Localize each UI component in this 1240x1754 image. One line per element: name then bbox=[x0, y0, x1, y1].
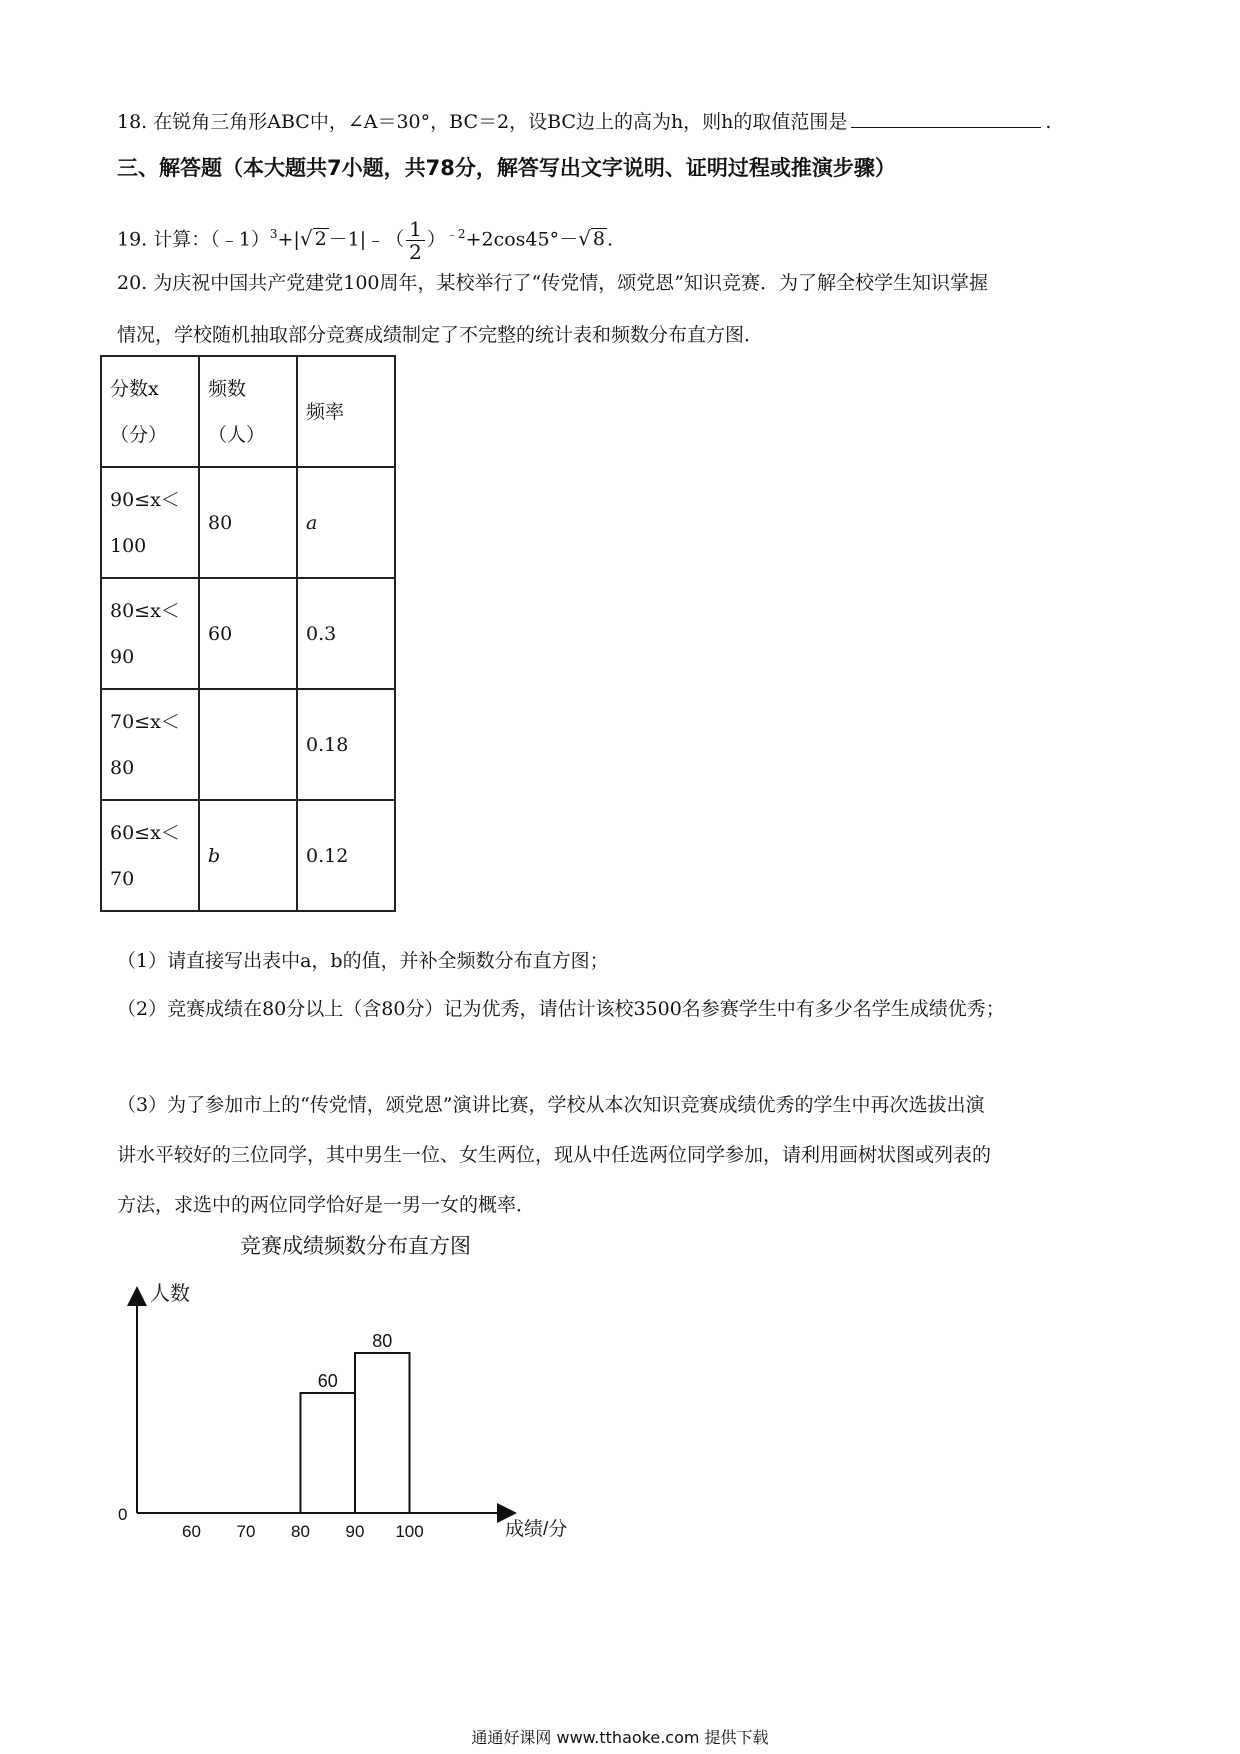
question-19: 19. 计算：（﹣1）$^3$+|√ 2 －1|﹣（ $\frac{1}{2}$ ）$^{﹣2}$+2cos45°－√ 8 . bbox=[117, 216, 613, 264]
question-18 bbox=[117, 107, 1051, 135]
x-tick-label: 100 bbox=[395, 1522, 424, 1541]
answer-blank bbox=[851, 107, 1041, 128]
x-axis-label: 成绩/分 bbox=[505, 1519, 568, 1540]
question-20-line-1: 20. 为庆祝中国共产党建党100周年，某校举行了“传党情，颂党恩”知识竞赛．为了解全校学生知识掌握 bbox=[117, 272, 988, 294]
table-cell: 60 bbox=[199, 578, 297, 689]
question-20-part-3-line-2: 讲水平较好的三位同学，其中男生一位、女生两位，现从中任选两位同学参加，请利用画树状图或列表的 bbox=[117, 1144, 992, 1166]
question-20-part-3-line-1: （3）为了参加市上的“传党情，颂党恩”演讲比赛，学校从本次知识竞赛成绩优秀的学生中再次选拔出演 bbox=[117, 1094, 985, 1116]
table-row bbox=[101, 800, 395, 911]
table-cell: 60≤x＜70 bbox=[101, 800, 199, 911]
q19-end: . bbox=[606, 228, 613, 251]
q19-frac-close: ） bbox=[426, 228, 446, 251]
chart-title: 竞赛成绩频数分布直方图 bbox=[240, 1234, 471, 1258]
q19-frac-num: 1 bbox=[406, 218, 425, 241]
q19-abs-open: +| bbox=[277, 228, 300, 251]
table-header-cell: 分数x（分） bbox=[101, 356, 199, 467]
x-tick-label: 60 bbox=[182, 1522, 201, 1541]
table-row bbox=[101, 689, 395, 800]
table-cell: 80≤x＜90 bbox=[101, 578, 199, 689]
q19-power-1: 3 bbox=[269, 227, 278, 241]
question-20-part-1: （1）请直接写出表中a，b的值，并补全频数分布直方图； bbox=[117, 950, 609, 972]
q19-sqrt-2: 2 bbox=[314, 228, 327, 251]
bar-value-label: 60 bbox=[317, 1371, 338, 1391]
origin-label: 0 bbox=[118, 1505, 128, 1524]
table-cell: 90≤x＜100 bbox=[101, 467, 199, 578]
histogram-chart bbox=[100, 1270, 620, 1560]
x-tick-label: 90 bbox=[345, 1522, 365, 1541]
table-header-cell: 频数（人） bbox=[199, 356, 297, 467]
table-cell: 80 bbox=[199, 467, 297, 578]
frequency-table bbox=[100, 355, 396, 912]
table-cell: a bbox=[297, 467, 395, 578]
question-20-part-3-line-3: 方法，求选中的两位同学恰好是一男一女的概率． bbox=[117, 1194, 536, 1216]
q19-frac-den: 2 bbox=[409, 239, 422, 264]
table-row bbox=[101, 578, 395, 689]
q19-abs-mid: －1|﹣（ bbox=[328, 228, 405, 251]
q19-after: +2cos45°－ bbox=[465, 228, 579, 251]
table-cell: 0.3 bbox=[297, 578, 395, 689]
table-cell: 0.12 bbox=[297, 800, 395, 911]
table-header-cell: 频率 bbox=[297, 356, 395, 467]
histogram-bar bbox=[301, 1393, 356, 1513]
table-cell bbox=[199, 689, 297, 800]
table-header-row bbox=[101, 356, 395, 467]
question-18-text: 18. 在锐角三角形ABC中，∠A＝30°，BC＝2，设BC边上的高为h，则h的取值范围是 bbox=[117, 111, 848, 133]
q19-power-2: ﹣2 bbox=[445, 227, 466, 241]
y-axis-label: 人数 bbox=[150, 1283, 190, 1305]
histogram-bar bbox=[355, 1353, 410, 1513]
q19-prefix: 19. 计算：（﹣1） bbox=[117, 228, 270, 251]
table-cell: 70≤x＜80 bbox=[101, 689, 199, 800]
page-footer: 通通好课网 www.tthaoke.com 提供下载 bbox=[471, 1728, 769, 1747]
question-18-tail: . bbox=[1045, 111, 1052, 133]
table-cell: b bbox=[199, 800, 297, 911]
table-cell: 0.18 bbox=[297, 689, 395, 800]
section-heading: 三、解答题（本大题共7小题，共78分，解答写出文字说明、证明过程或推演步骤） bbox=[117, 156, 896, 180]
question-20-part-2: （2）竞赛成绩在80分以上（含80分）记为优秀，请估计该校3500名参赛学生中有多少名学生成绩优秀； bbox=[117, 998, 1005, 1020]
x-tick-label: 70 bbox=[236, 1522, 256, 1541]
bar-value-label: 80 bbox=[372, 1331, 393, 1351]
table-row bbox=[101, 467, 395, 578]
q19-fraction bbox=[406, 218, 425, 263]
x-tick-label: 80 bbox=[291, 1522, 310, 1541]
q19-sqrt-8: 8 bbox=[592, 228, 605, 251]
question-20-line-2: 情况，学校随机抽取部分竞赛成绩制定了不完整的统计表和频数分布直方图． bbox=[117, 324, 764, 346]
